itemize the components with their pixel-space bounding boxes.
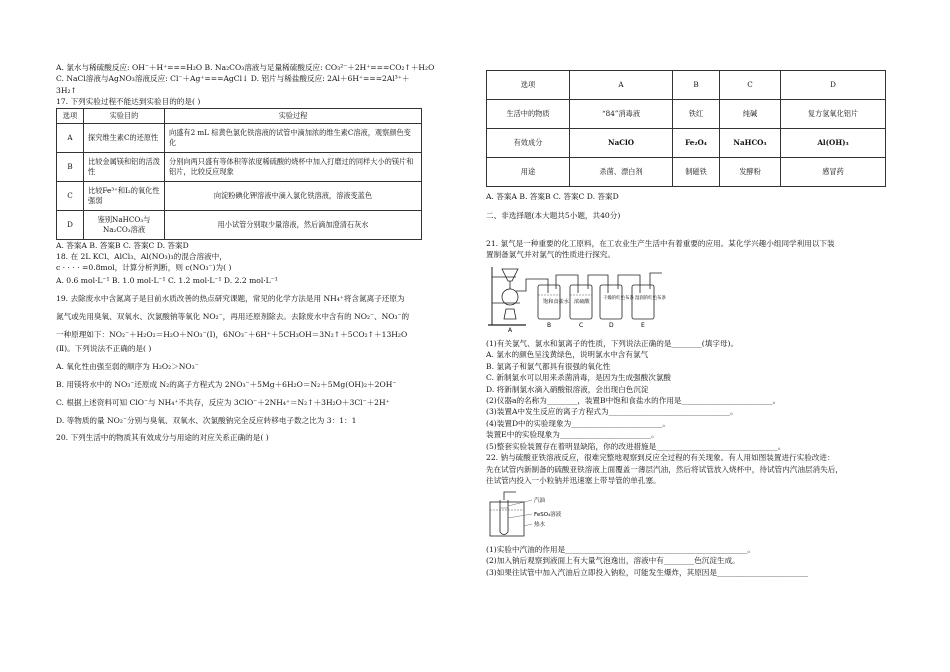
- q21-stem: 21. 氯气是一种重要的化工原料，在工农业生产生活中有着重要的应用。某化学兴趣小组同学利用以下装: [486, 238, 835, 248]
- table-cell: Al(OH)₃: [781, 129, 886, 158]
- table-cell-process: 用小试管分别取少量溶液，然后滴加澄清石灰水: [165, 210, 422, 239]
- table-header-row: [487, 71, 886, 100]
- q22-sub-2: (2)加入钠后观察到液面上有大量气泡逸出，溶液中有________色沉淀生成。: [486, 556, 740, 566]
- q22-stem-cont: 先在试管内新制备的硫酸亚铁溶液上面覆盖一薄层汽油，然后将试管放入烧杯中，待试管内汽油层消失后，: [486, 464, 843, 474]
- table-cell: 生活中的物质: [487, 100, 570, 129]
- test-tube-figure: [486, 488, 606, 538]
- q22-sub-3: (3)如果往试管中加入汽油后立即投入钠粒，可能发生爆炸，其原因是________________________: [486, 567, 809, 577]
- label-gasoline: 汽油: [534, 498, 546, 505]
- apparatus-label-a: A: [508, 326, 513, 333]
- apparatus-label-c: C: [579, 321, 584, 329]
- table-header-cell: 实验目的: [84, 108, 165, 123]
- table-row: [57, 123, 422, 152]
- q21-sub-5: (5)整套实验装置存在着明显缺陷，你的改进措施是________________________________。: [486, 441, 786, 451]
- q21-option-a: A. 氯水的颜色呈浅黄绿色，说明氯水中含有氯气: [486, 350, 649, 360]
- table-cell: “84”消毒液: [570, 100, 673, 129]
- q21-sub-4-cont: 装置E中的实验现象为________________________。: [486, 430, 659, 440]
- q20-stem: 20. 下列生活中的物质其有效成分与用途的对应关系正确的是( ): [56, 432, 269, 442]
- table-header-cell: C: [720, 71, 781, 100]
- q18-options: A. 0.6 mol·L⁻¹ B. 1.0 mol·L⁻¹ C. 1.2 mol·L⁻¹ D. 2.2 mol·L⁻¹: [56, 275, 278, 285]
- bottle-e-label: 湿润的红色布条: [635, 295, 666, 301]
- q19-equations: 一种原理如下：NO₂⁻＋H₂O₂＝H₂O＋NO₃⁻(Ⅰ)，6NO₃⁻＋6H⁺＋5CH₃OH＝3N₂↑＋5CO₂↑＋13H₂O: [56, 329, 408, 339]
- q21-sub-1: (1)有关氯气、氯水和氯离子的性质，下列说法正确的是________(填字母)。: [486, 339, 739, 349]
- table-cell-option: A: [57, 123, 84, 152]
- q22-stem-cont: 往试管内投入一小粒钠并迅速塞上带导管的单孔塞。: [486, 475, 661, 485]
- q18-stem-cont: c · · · · =0.8mol，计算分析判断，则 c(NO₃⁻)为( ): [56, 263, 232, 273]
- table-cell-process: 向盛有2 mL 棕黄色氯化铁溶液的试管中滴加浓的维生素C溶液，观察颜色变化: [165, 123, 422, 152]
- table-row: [487, 129, 886, 158]
- table-cell: 纯碱: [720, 100, 781, 129]
- table-row: [57, 181, 422, 210]
- table-cell-goal: 比较金属镁和铝的活泼性: [84, 152, 165, 181]
- apparatus-label-d: D: [609, 321, 614, 329]
- table-cell-process: 分别向两只盛有等体积等浓度稀硫酸的烧杯中加入打磨过的同样大小的镁片和铝片，比较反应现象: [165, 152, 422, 181]
- table-cell-goal: 鉴别NaHCO₃与Na₂CO₃溶液: [84, 210, 165, 239]
- q21-sub-2: (2)仪器a的名称为________，装置B中饱和食盐水的作用是________________________。: [486, 396, 781, 406]
- q17-stem: 17. 下列实验过程不能达到实验目的的是( ): [56, 97, 201, 107]
- label-hot-water: 热水: [534, 522, 546, 529]
- apparatus-label-b: B: [547, 321, 552, 329]
- q19-option-a: A. 氧化性由强至弱的顺序为 H₂O₂＞NO₃⁻: [56, 361, 199, 371]
- table-cell-goal: 探究维生素C的还原性: [84, 123, 165, 152]
- apparatus-label-e: E: [641, 321, 645, 329]
- section-heading: 二、非选择题(本大题共5小题，共40分): [486, 211, 621, 221]
- table-header-cell: 选项: [487, 71, 570, 100]
- q21-sub-4: (4)装置D中的实验现象为________________________。: [486, 418, 670, 428]
- q19-option-c: C. 根据上述资料可知 ClO⁻与 NH₄⁺不共存，反应为 3ClO⁻＋2NH₄⁺＝N₂↑＋3H₂O＋3Cl⁻＋2H⁺: [56, 397, 390, 407]
- q21-sub-3: (3)装置A中发生反应的离子方程式为________________________________。: [486, 407, 738, 417]
- table-cell: Fe₂O₄: [673, 129, 720, 158]
- q16-option-line: C. NaCl溶液与AgNO₃溶液反应: Cl⁻＋Ag⁺===AgCl↓ D. 铝片与稀盐酸反应: 2Al＋6H⁺===2Al³⁺＋: [56, 74, 410, 84]
- q16-option-line: 3H₂↑: [56, 85, 77, 95]
- table-cell: 用途: [487, 158, 570, 187]
- q17-table: [56, 108, 422, 240]
- table-header-cell: D: [781, 71, 886, 100]
- q19-question: (Ⅱ)。下列说法不正确的是( ): [56, 343, 152, 353]
- table-cell: 制磁铁: [673, 158, 720, 187]
- q19-stem: 19. 去除废水中含氮离子是目前水质改善的热点研究课题，常见的化学方法是用 NH₄⁺将含氮离子还原为: [56, 293, 405, 303]
- q18-stem: 18. 在 2L KCl、AlCl₃、Al(NO₃)₃的混合溶液中，: [56, 252, 227, 262]
- table-cell: 杀菌、漂白剂: [570, 158, 673, 187]
- table-cell: 发酵粉: [720, 158, 781, 187]
- table-header-cell: 选项: [57, 108, 84, 123]
- table-cell-option: D: [57, 210, 84, 239]
- q21-stem-cont: 置制备氯气并对氯气的性质进行探究。: [486, 250, 616, 260]
- table-cell-process: 向淀粉碘化钾溶液中滴入氯化铁溶液，溶液变蓝色: [165, 181, 422, 210]
- table-cell: 铁红: [673, 100, 720, 129]
- q19-stem-cont: 氮气或先用臭氧、双氧水、次氯酸钠等氧化 NO₂⁻，再用还原剂除去。去除废水中含有的 NO₂⁻、NO₃⁻的: [56, 311, 410, 321]
- q22-stem: 22. 钠与硫酸亚铁溶液反应，很难完整地观察到反应全过程的有关现象。有人用如图装置进行实验改进：: [486, 453, 835, 463]
- left-column: [56, 62, 456, 443]
- table-cell: 复方氢氧化铝片: [781, 100, 886, 129]
- table-row: [487, 158, 886, 187]
- table-header-cell: 实验过程: [165, 108, 422, 123]
- table-cell-option: C: [57, 181, 84, 210]
- bottle-c-label: 浓硫酸: [574, 298, 590, 305]
- q21-option-c: C. 新制氯水可以用来杀菌消毒，是因为生成强酸次氯酸: [486, 373, 672, 383]
- table-cell-goal: 比较Fe³⁺和I₂的氧化性强弱: [84, 181, 165, 210]
- q21-option-d: D. 将新制氯水滴入硝酸银溶液，会出现白色沉淀: [486, 384, 649, 394]
- q16-option-line: A. 氯水与稀硫酸反应: OH⁻＋H⁺===H₂O B. Na₂CO₃溶液与足量稀硫酸反应: CO₃²⁻＋2H⁺===CO₂↑＋H₂O: [56, 63, 435, 72]
- table-header-cell: A: [570, 71, 673, 100]
- q20-table: [486, 70, 886, 187]
- q21-option-b: B. 氯离子和氯气都具有很强的氧化性: [486, 361, 611, 371]
- q20-answer-options: A. 答案A B. 答案B C. 答案C D. 答案D: [486, 192, 619, 201]
- chlorine-apparatus-figure: [486, 263, 726, 333]
- table-cell: 有效成分: [487, 129, 570, 158]
- table-cell-option: B: [57, 152, 84, 181]
- table-header-cell: B: [673, 71, 720, 100]
- q17-answer-options: A. 答案A B. 答案B C. 答案C D. 答案D: [56, 240, 189, 250]
- table-header-row: [57, 108, 422, 123]
- q22-sub-1: (1)实验中汽油的作用是________________________________________________。: [486, 544, 755, 554]
- table-cell: 感冒药: [781, 158, 886, 187]
- table-cell: NaClO: [570, 129, 673, 158]
- bottle-b-label: 饱和食盐水: [543, 298, 569, 305]
- table-row: [487, 100, 886, 129]
- table-cell: NaHCO₃: [720, 129, 781, 158]
- bottle-d-label: 干燥的红色布条: [603, 295, 634, 301]
- q19-option-b: B. 用镁将水中的 NO₃⁻还原成 N₂的离子方程式为 2NO₃⁻＋5Mg＋6H₂O＝N₂＋5Mg(OH)₂＋2OH⁻: [56, 379, 397, 389]
- table-row: [57, 210, 422, 239]
- table-row: [57, 152, 422, 181]
- q19-option-d: D. 等物质的量 NO₂⁻分别与臭氧、双氧水、次氯酸钠完全反应转移电子数之比为 3：1：1: [56, 415, 357, 425]
- label-feso4: FeSO₄溶液: [534, 512, 562, 519]
- right-column: [486, 70, 906, 578]
